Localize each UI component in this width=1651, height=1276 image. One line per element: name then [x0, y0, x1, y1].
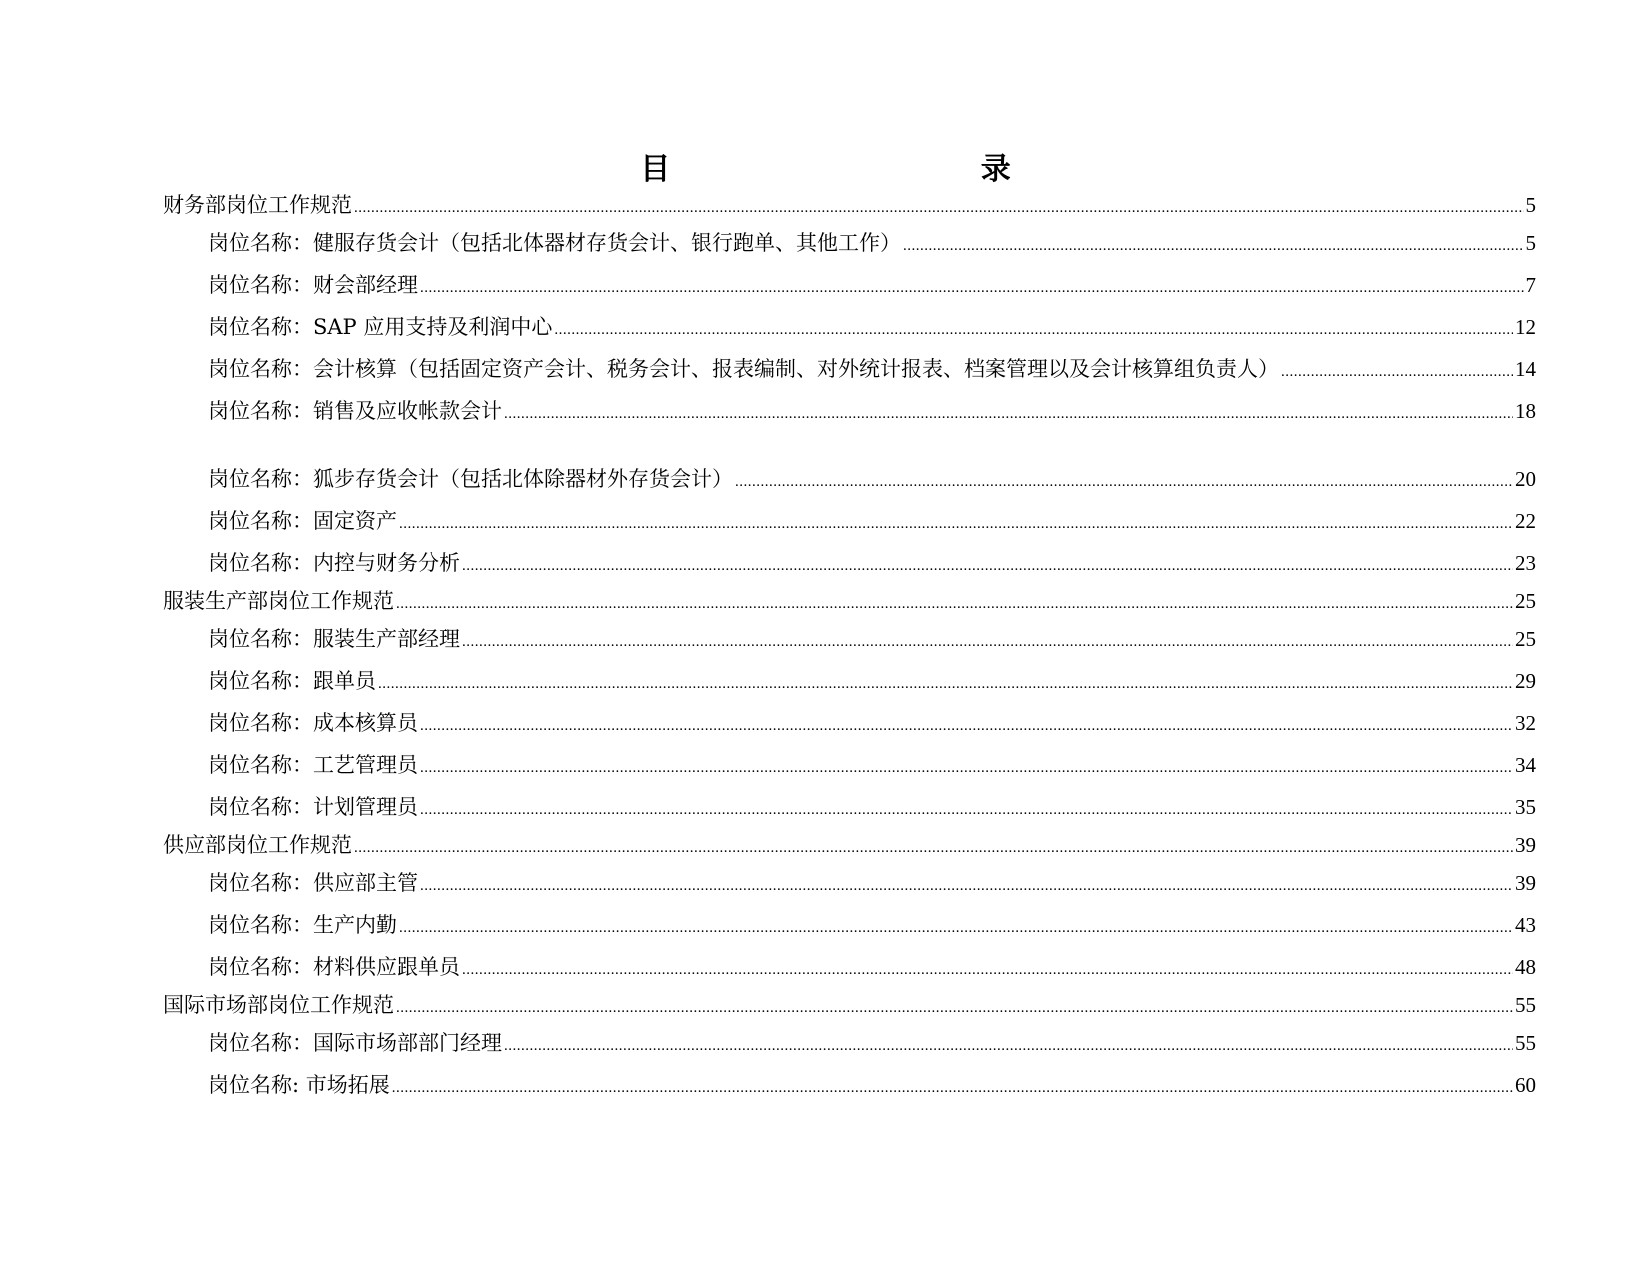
toc-entry-page: 39 [1515, 871, 1536, 895]
toc-leader-dots [392, 1067, 1513, 1109]
toc-entry-page: 7 [1525, 273, 1536, 297]
toc-entry[interactable] [163, 744, 1536, 786]
toc-entry-page: 34 [1515, 753, 1536, 777]
toc-entry[interactable] [163, 904, 1536, 946]
toc-leader-dots [462, 949, 1513, 991]
toc-entry-section[interactable] [163, 988, 1536, 1022]
toc-entry[interactable] [163, 1022, 1536, 1064]
toc-entry[interactable] [163, 306, 1536, 348]
toc-entry-page: 39 [1515, 833, 1536, 857]
toc-leader-dots [735, 461, 1513, 503]
toc-leader-dots [903, 225, 1524, 267]
toc-entry-label: 岗位名称：会计核算（包括固定资产会计、税务会计、报表编制、对外统计报表、档案管理以及会计核算组负责人） [208, 357, 1279, 381]
toc-entry-label: 岗位名称：内控与财务分析 [208, 551, 460, 575]
toc-entry-label: 岗位名称：生产内勤 [208, 913, 397, 937]
toc-entry[interactable] [163, 862, 1536, 904]
toc-entry-label: 岗位名称：财会部经理 [208, 273, 418, 297]
toc-entry-page: 60 [1515, 1073, 1536, 1097]
toc-entry-label: 国际市场部岗位工作规范 [163, 993, 394, 1017]
toc-leader-dots [420, 865, 1513, 907]
toc-entry-label: 岗位名称：服装生产部经理 [208, 627, 460, 651]
toc-entry-label: 岗位名称：材料供应跟单员 [208, 955, 460, 979]
toc-leader-dots [462, 621, 1513, 663]
toc-entry[interactable] [163, 660, 1536, 702]
toc-entry-label: 岗位名称：跟单员 [208, 669, 376, 693]
toc-entry[interactable] [163, 786, 1536, 828]
toc-entry-label: 岗位名称：国际市场部部门经理 [208, 1031, 502, 1055]
toc-entry-page: 48 [1515, 955, 1536, 979]
toc-leader-dots [354, 191, 1524, 225]
toc-entry-label: 岗位名称：固定资产 [208, 509, 397, 533]
toc-leader-dots [504, 393, 1513, 435]
table-of-contents [163, 188, 1536, 1106]
toc-leader-dots [462, 545, 1513, 587]
toc-leader-dots [399, 503, 1513, 545]
toc-entry[interactable] [163, 348, 1536, 390]
toc-title: 目 录 [640, 152, 1161, 187]
toc-entry-label: 岗位名称：工艺管理员 [208, 753, 418, 777]
toc-entry-label: 岗位名称：销售及应收帐款会计 [208, 399, 502, 423]
toc-entry[interactable] [163, 542, 1536, 584]
toc-entry[interactable] [163, 222, 1536, 264]
toc-entry-page: 23 [1515, 551, 1536, 575]
toc-entry-page: 22 [1515, 509, 1536, 533]
toc-entry-page: 43 [1515, 913, 1536, 937]
toc-entry-page: 25 [1515, 589, 1536, 613]
toc-leader-dots [420, 789, 1513, 831]
toc-leader-dots [1281, 351, 1513, 393]
toc-entry-label: 岗位名称：计划管理员 [208, 795, 418, 819]
toc-entry-page: 29 [1515, 669, 1536, 693]
toc-leader-dots [504, 1025, 1513, 1067]
toc-entry-page: 25 [1515, 627, 1536, 651]
toc-entry[interactable] [163, 1064, 1536, 1106]
toc-leader-dots [420, 705, 1513, 747]
toc-entry-page: 55 [1515, 993, 1536, 1017]
toc-entry-section[interactable] [163, 188, 1536, 222]
toc-entry-section[interactable] [163, 584, 1536, 618]
toc-entry[interactable] [163, 264, 1536, 306]
toc-entry-page: 14 [1515, 357, 1536, 381]
toc-entry-label: 岗位名称：狐步存货会计（包括北体除器材外存货会计） [208, 467, 733, 491]
toc-leader-dots [420, 267, 1524, 309]
toc-entry[interactable] [163, 618, 1536, 660]
toc-entry[interactable] [163, 458, 1536, 500]
toc-entry-page: 5 [1525, 231, 1536, 255]
toc-entry-page: 18 [1515, 399, 1536, 423]
toc-entry-page: 12 [1515, 315, 1536, 339]
toc-entry-label: 岗位名称：成本核算员 [208, 711, 418, 735]
toc-entry[interactable] [163, 702, 1536, 744]
toc-leader-dots [396, 587, 1513, 621]
toc-leader-dots [354, 831, 1513, 865]
toc-entry-page: 20 [1515, 467, 1536, 491]
toc-entry[interactable] [163, 946, 1536, 988]
toc-entry-page: 5 [1525, 193, 1536, 217]
toc-entry[interactable] [163, 390, 1536, 432]
toc-entry-label: 岗位名称：供应部主管 [208, 871, 418, 895]
toc-leader-dots [420, 747, 1513, 789]
toc-entry-label: 岗位名称：健服存货会计（包括北体器材存货会计、银行跑单、其他工作） [208, 231, 901, 255]
toc-entry[interactable] [163, 500, 1536, 542]
toc-entry-label: 财务部岗位工作规范 [163, 193, 352, 217]
toc-entry-label: 岗位名称: 市场拓展 [208, 1073, 390, 1097]
toc-leader-dots [554, 309, 1513, 351]
toc-entry-section[interactable] [163, 828, 1536, 862]
toc-entry-page: 35 [1515, 795, 1536, 819]
toc-entry-label: 岗位名称：SAP 应用支持及利润中心 [208, 315, 553, 339]
toc-leader-dots [378, 663, 1513, 705]
toc-entry-label: 服装生产部岗位工作规范 [163, 589, 394, 613]
toc-leader-dots [399, 907, 1513, 949]
toc-leader-dots [396, 991, 1513, 1025]
toc-entry-page: 55 [1515, 1031, 1536, 1055]
toc-entry-label: 供应部岗位工作规范 [163, 833, 352, 857]
toc-entry-page: 32 [1515, 711, 1536, 735]
